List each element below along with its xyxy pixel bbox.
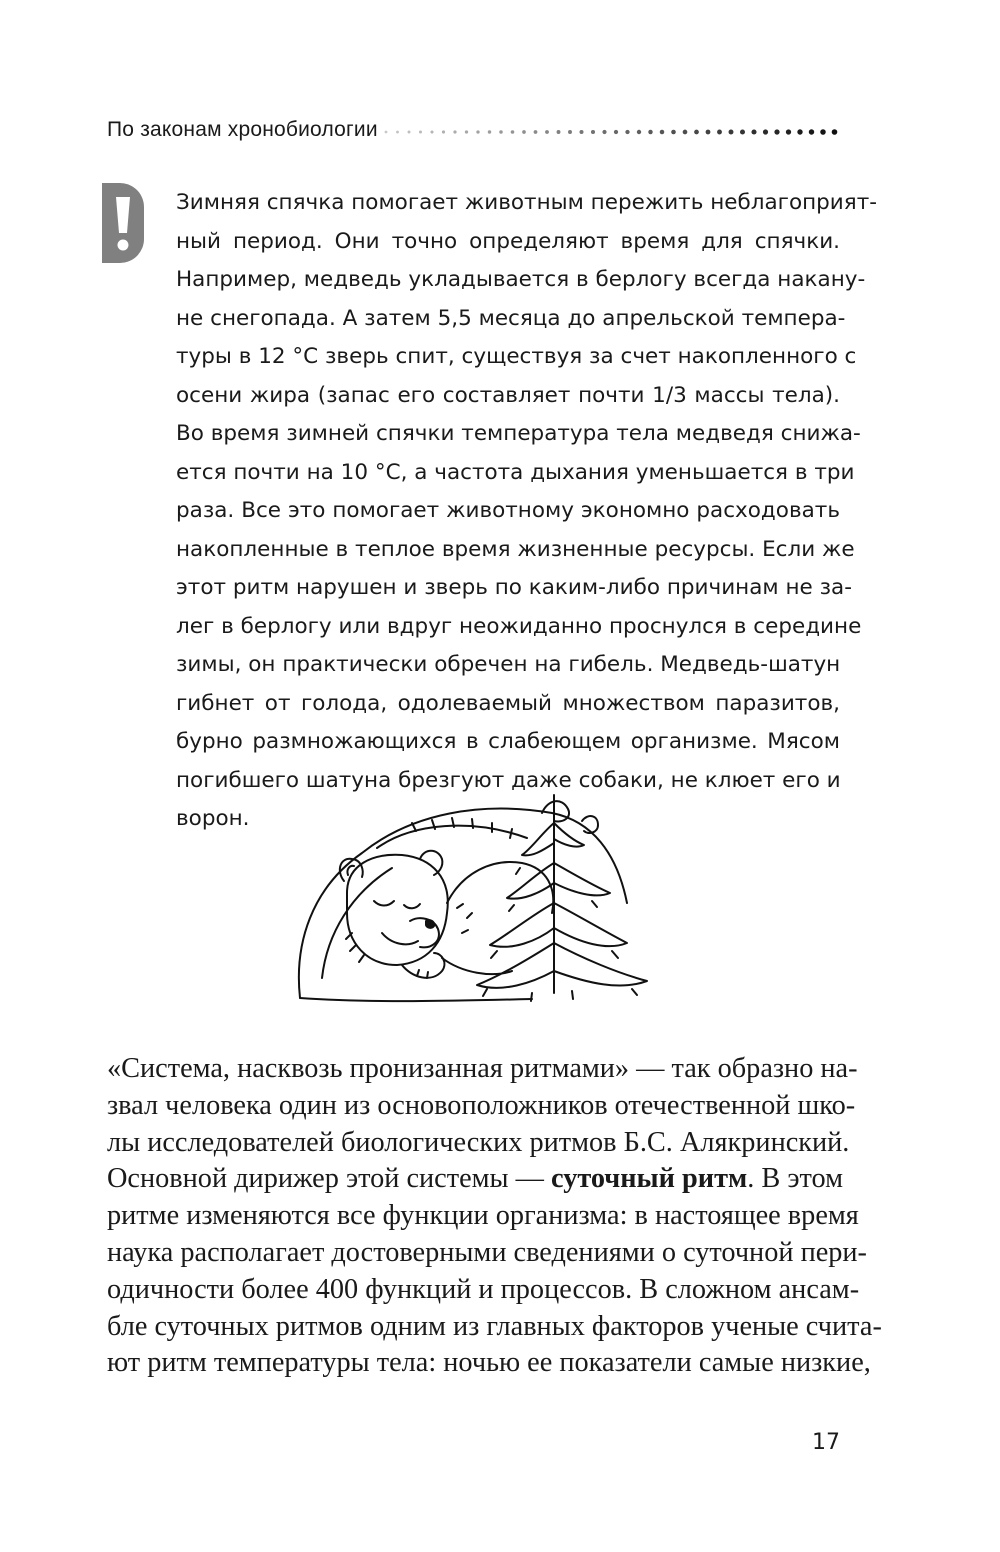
body-line: ритме изменяются все функции организма: в настоящее время bbox=[107, 1200, 859, 1232]
leader-dot bbox=[396, 131, 399, 134]
leader-dot bbox=[648, 130, 652, 134]
header-dot-leader bbox=[382, 127, 947, 137]
body-line: наука располагает достоверными сведениями о суточной пери- bbox=[107, 1236, 867, 1268]
body-text bbox=[107, 1051, 882, 1382]
leader-dot bbox=[751, 129, 756, 134]
note-line: гибнет от голода, одолеваемый множеством паразитов, bbox=[176, 690, 840, 716]
note-line: осени жира (запас его составляет почти 1/3 массы тела). bbox=[176, 382, 840, 408]
leader-dot bbox=[706, 130, 711, 135]
body-text-segment: Основной дирижер этой системы — bbox=[107, 1163, 552, 1195]
note-box-text bbox=[176, 184, 877, 839]
leader-dot bbox=[763, 129, 768, 134]
leader-dot bbox=[602, 130, 606, 134]
body-line: лы исследователей биологических ритмов Б.С. Алякринский. bbox=[107, 1126, 850, 1158]
leader-dot bbox=[488, 130, 491, 133]
sleeping-bear-illustration bbox=[292, 793, 662, 1008]
leader-dot bbox=[729, 130, 734, 135]
leader-dot bbox=[671, 130, 676, 135]
running-header bbox=[107, 118, 847, 148]
note-line: погибшего шатуна брезгуют даже собаки, не клюет его и bbox=[176, 767, 841, 793]
leader-dot bbox=[683, 130, 688, 135]
note-line: накопленные в теплое время жизненные ресурсы. Если же bbox=[176, 536, 855, 562]
leader-dot bbox=[385, 131, 388, 134]
leader-dot bbox=[579, 130, 583, 134]
leader-dot bbox=[694, 130, 699, 135]
note-line: лег в берлогу или вдруг неожиданно проснулся в середине bbox=[176, 613, 862, 639]
leader-dot bbox=[465, 130, 468, 133]
leader-dot bbox=[557, 130, 561, 134]
leader-dot bbox=[797, 129, 802, 134]
note-line: туры в 12 °С зверь спит, существуя за счет накопленного с bbox=[176, 344, 857, 369]
leader-dot bbox=[820, 129, 826, 135]
leader-dot bbox=[522, 130, 526, 134]
note-line: зимы, он практически обречен на гибель. Медведь-шатун bbox=[176, 652, 841, 677]
leader-dot bbox=[740, 129, 745, 134]
note-line: этот ритм нарушен и зверь по каким-либо причинам не за- bbox=[176, 575, 852, 600]
body-line: одичности более 400 функций и процессов. В сложном ансам- bbox=[107, 1273, 860, 1305]
leader-dot bbox=[637, 130, 641, 134]
leader-dot bbox=[774, 129, 779, 134]
leader-dot bbox=[614, 130, 618, 134]
leader-dot bbox=[786, 129, 791, 134]
note-line: Например, медведь укладывается в берлогу всегда накану- bbox=[176, 267, 866, 292]
body-line: ют ритм температуры тела: ночью ее показатели самые низкие, bbox=[107, 1347, 871, 1379]
leader-dot bbox=[717, 130, 722, 135]
leader-dot bbox=[545, 130, 549, 134]
leader-dot bbox=[499, 130, 503, 134]
leader-dot bbox=[408, 131, 411, 134]
leader-dot bbox=[534, 130, 538, 134]
note-line: ный период. Они точно определяют время для спячки. bbox=[176, 228, 840, 254]
leader-dot bbox=[511, 130, 515, 134]
note-line: Во время зимней спячки температура тела медведя снижа- bbox=[176, 421, 861, 446]
note-line: не снегопада. А затем 5,5 месяца до апрельской темпера- bbox=[176, 305, 846, 331]
leader-dot bbox=[453, 130, 456, 133]
body-line: звал человека один из основоположников отечественной шко- bbox=[107, 1089, 856, 1121]
page-number: 17 bbox=[812, 1430, 840, 1455]
body-line: «Система, насквозь пронизанная ритмами» — так образно на- bbox=[107, 1053, 858, 1084]
running-title: По законам хронобиологии bbox=[107, 118, 378, 141]
bold-term: суточный ритм bbox=[551, 1163, 748, 1195]
leader-dot bbox=[430, 130, 433, 133]
leader-dot bbox=[568, 130, 572, 134]
body-line bbox=[107, 1161, 844, 1198]
leader-dot bbox=[625, 130, 629, 134]
note-line: бурно размножающихся в слабеющем организме. Мясом bbox=[176, 729, 840, 754]
note-line: ворон. bbox=[176, 806, 250, 831]
leader-dot bbox=[476, 130, 479, 133]
body-line: бле суточных ритмов одним из главных факторов ученые счита- bbox=[107, 1310, 882, 1342]
leader-dot bbox=[591, 130, 595, 134]
note-line: ется почти на 10 °С, а частота дыхания уменьшается в три bbox=[176, 459, 855, 485]
leader-dot bbox=[832, 129, 838, 135]
leader-dot bbox=[419, 130, 422, 133]
leader-dot bbox=[809, 129, 814, 134]
leader-dot bbox=[442, 130, 445, 133]
leader-dot bbox=[660, 130, 665, 135]
note-line: раза. Все это помогает животному экономно расходовать bbox=[176, 498, 840, 523]
body-text-segment: . В этом bbox=[747, 1163, 844, 1195]
note-line: Зимняя спячка помогает животным пережить неблагоприят- bbox=[176, 190, 877, 215]
exclamation-icon bbox=[102, 183, 144, 263]
